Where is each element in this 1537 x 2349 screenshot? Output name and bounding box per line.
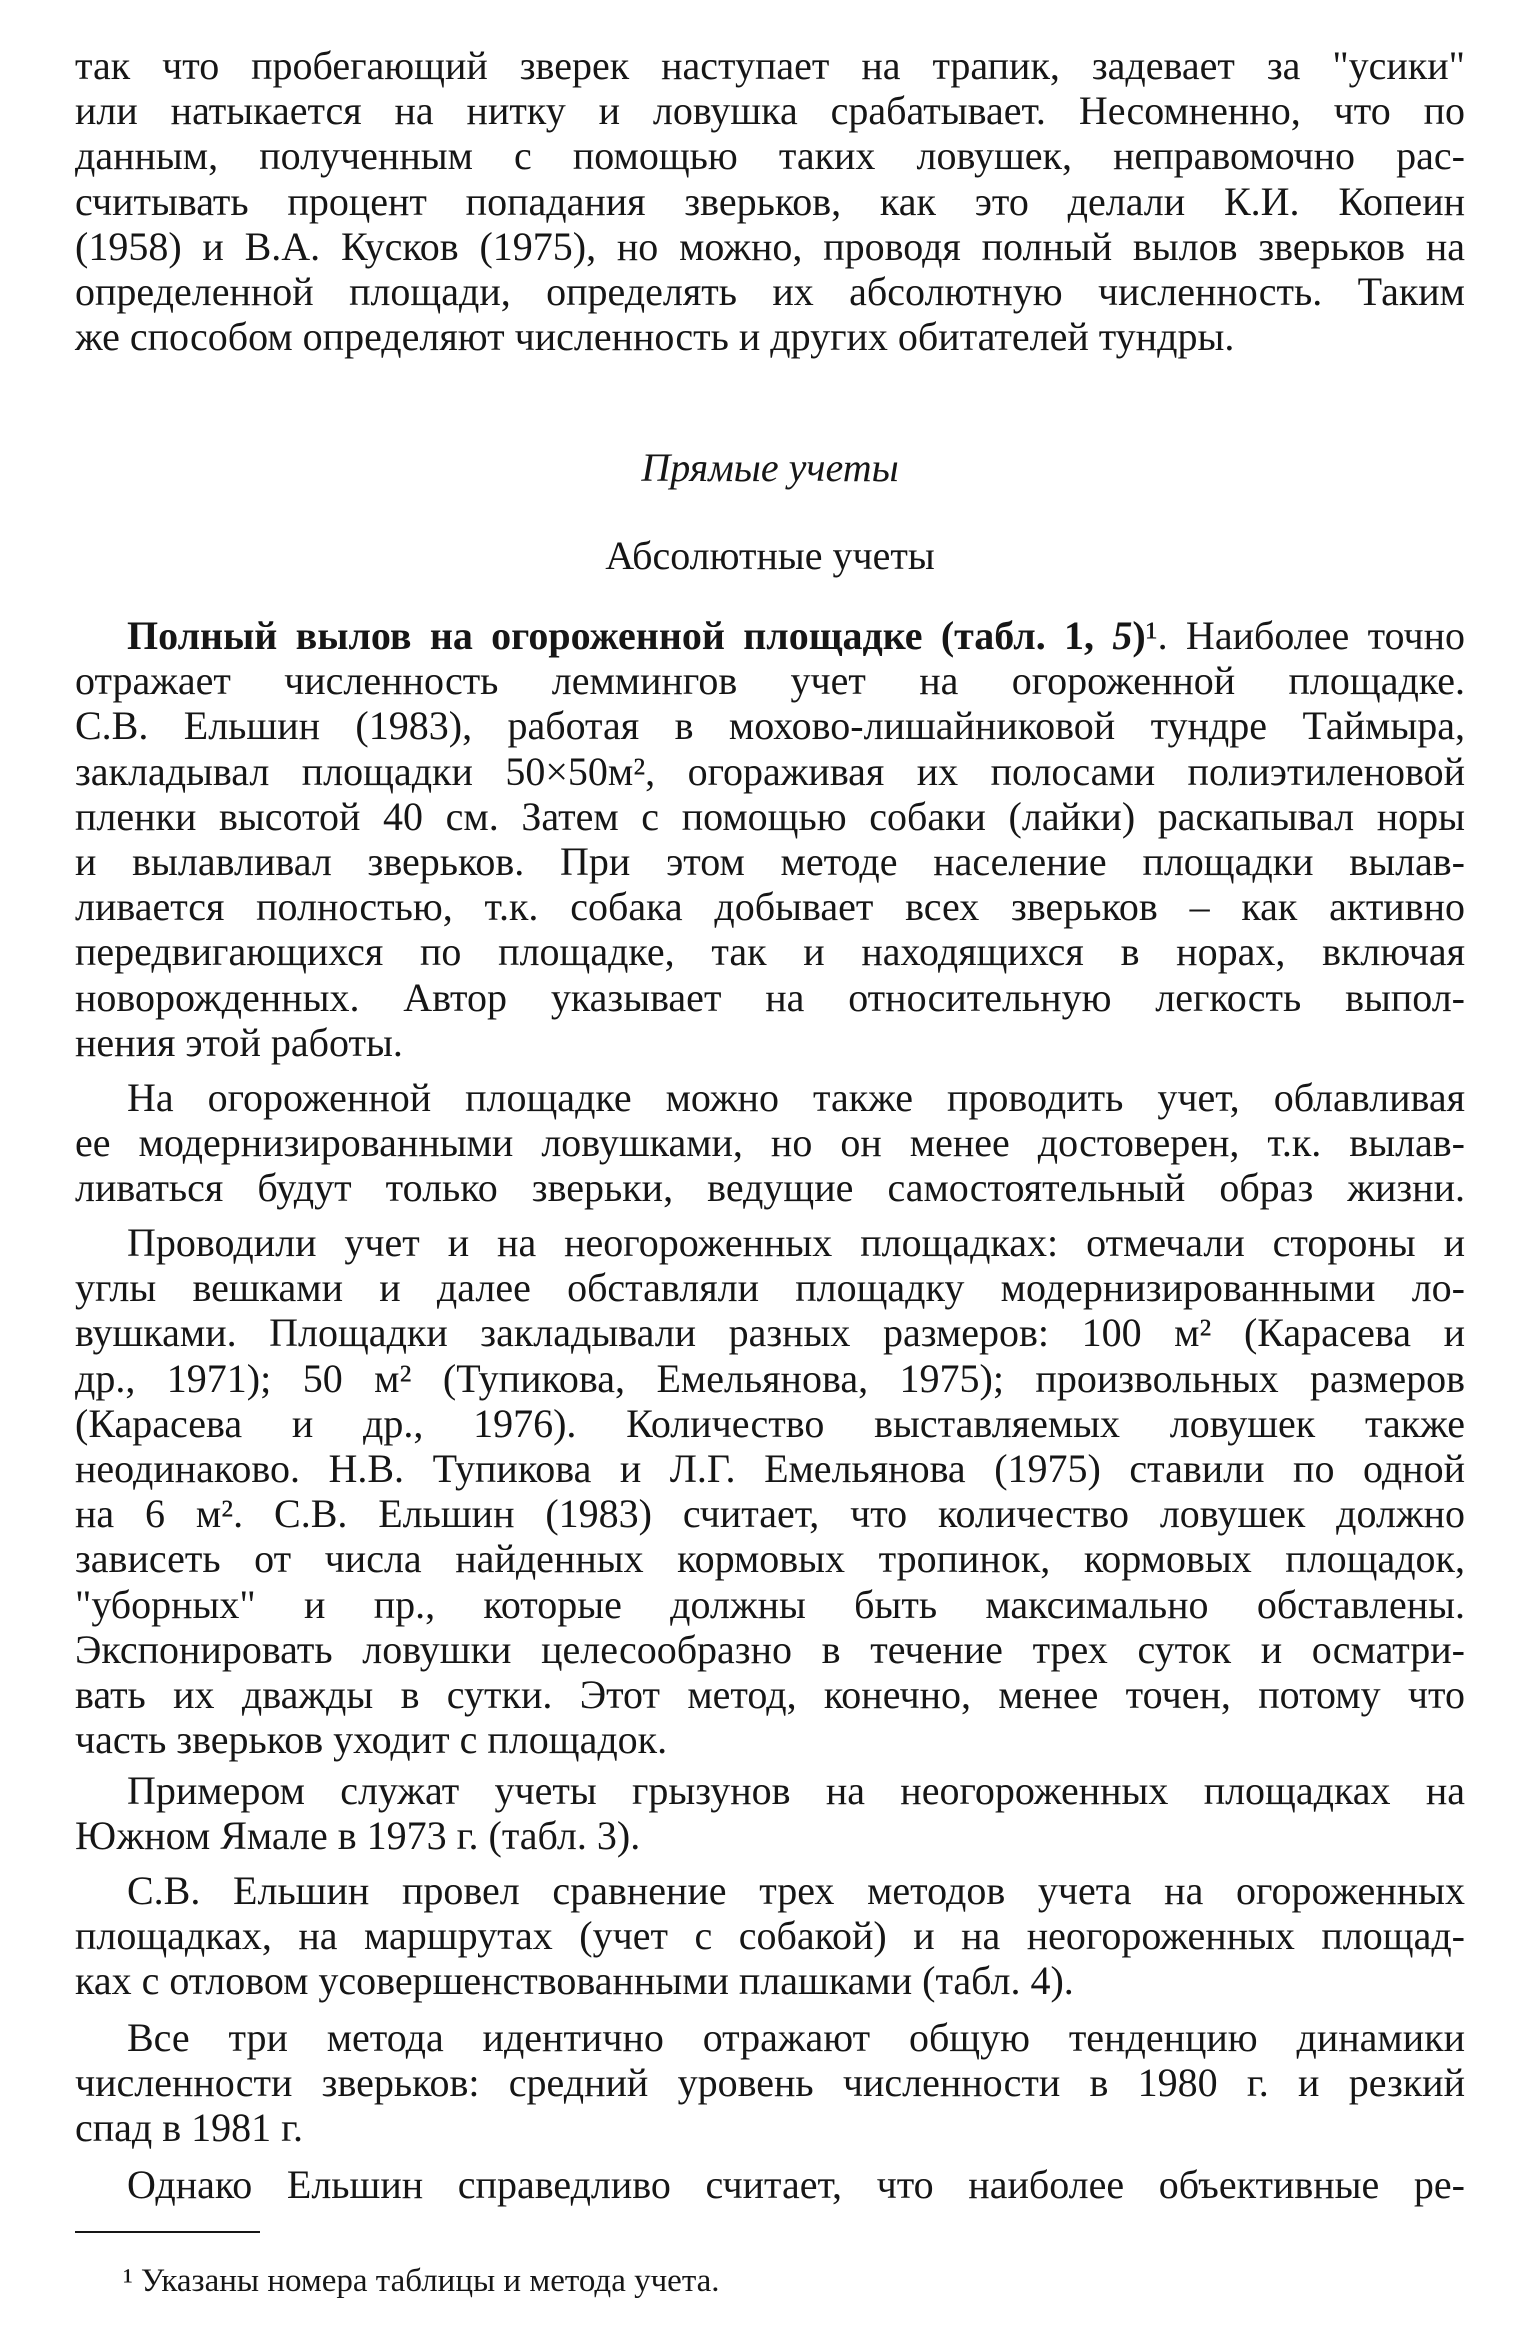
paragraph-comparison bbox=[75, 1868, 1465, 2004]
text-line: и вылавливал зверьков. При этом методе население площадки вылав- bbox=[75, 838, 1465, 884]
subsection-heading: Абсолютные учеты bbox=[605, 533, 935, 578]
text-line: численности зверьков: средний уровень численности в 1980 г. и резкий bbox=[75, 2060, 1465, 2106]
paragraph-intro bbox=[75, 43, 1465, 359]
text-line: данным, полученным с помощью таких ловушек, неправомочно рас- bbox=[75, 133, 1465, 179]
text-line: С.В. Ельшин провел сравнение трех методов учета на огороженных bbox=[127, 1868, 1465, 1913]
text-line: так что пробегающий зверек наступает на трапик, задевает за "усики" bbox=[75, 43, 1465, 88]
text-line: нения этой работы. bbox=[75, 1019, 403, 1065]
text-line: на 6 м². С.В. Ельшин (1983) считает, что количество ловушек должно bbox=[75, 1491, 1465, 1537]
text-line: (Карасева и др., 1976). Количество выставляемых ловушек также bbox=[75, 1400, 1465, 1446]
text-line: неодинаково. Н.В. Тупикова и Л.Г. Емельянова (1975) ставили по одной bbox=[75, 1445, 1465, 1491]
text-line: отражает численность леммингов учет на огороженной площадке. bbox=[75, 658, 1465, 704]
footnote-text: Указаны номера таблицы и метода учета. bbox=[140, 2263, 720, 2299]
text-line: углы вешками и далее обставляли площадку модернизированными ло- bbox=[75, 1265, 1465, 1311]
text-line: ливаться будут только зверьки, ведущие самостоятельный образ жизни. bbox=[75, 1165, 1465, 1211]
section-heading: Прямые учеты bbox=[641, 445, 899, 490]
text-line: передвигающихся по площадке, так и находящихся в норах, включая bbox=[75, 929, 1465, 975]
text-line: или натыкается на нитку и ловушка срабатывает. Несомненно, что по bbox=[75, 88, 1465, 134]
text-line: Однако Ельшин справедливо считает, что наиболее объективные ре- bbox=[127, 2162, 1465, 2207]
text-line: С.В. Ельшин (1983), работая в мохово-лишайниковой тундре Таймыра, bbox=[75, 703, 1465, 749]
text-line: На огороженной площадке можно также проводить учет, облавливая bbox=[127, 1075, 1465, 1120]
paragraph-conclusion bbox=[75, 2162, 1465, 2207]
text-line-lead bbox=[75, 613, 1465, 658]
method-title: Полный вылов на огороженной площадке (табл. 1, bbox=[127, 613, 1113, 658]
text-line: считывать процент попадания зверьков, как это делали К.И. Копеин bbox=[75, 178, 1465, 224]
paragraph-fenced-traps bbox=[75, 1075, 1465, 1211]
text-line: Экспонировать ловушки целесообразно в течение трех суток и осматри- bbox=[75, 1626, 1465, 1672]
text-line: спад в 1981 г. bbox=[75, 2105, 304, 2151]
text-line: ее модернизированными ловушками, но он менее достоверен, т.к. вылав- bbox=[75, 1120, 1465, 1166]
text-line: др., 1971); 50 м² (Тупикова, Емельянова, 1975); произвольных размеров bbox=[75, 1355, 1465, 1401]
paragraph-trend bbox=[75, 2015, 1465, 2151]
paragraph-fenced-plot-method bbox=[75, 613, 1465, 1065]
method-number: 5 bbox=[1112, 613, 1133, 658]
text-line: Южном Ямале в 1973 г. (табл. 3). bbox=[75, 1813, 641, 1859]
paragraph-unfenced-plots bbox=[75, 1220, 1465, 1762]
text-line: ливается полностью, т.к. собака добывает всех зверьков – как активно bbox=[75, 884, 1465, 930]
text-line: пленки высотой 40 см. Затем с помощью собаки (лайки) раскапывал норы bbox=[75, 793, 1465, 839]
method-title-close: ) bbox=[1132, 613, 1146, 658]
text-line: площадках, на маршрутах (учет с собакой) и на неогороженных площад- bbox=[75, 1913, 1465, 1959]
text-line: Примером служат учеты грызунов на неогороженных площадках на bbox=[127, 1768, 1465, 1813]
paragraph-example bbox=[75, 1768, 1465, 1858]
text-line: вать их дважды в сутки. Этот метод, конечно, менее точен, потому что bbox=[75, 1671, 1465, 1717]
footnote bbox=[123, 2261, 720, 2301]
text-line: вушками. Площадки закладывали разных размеров: 100 м² (Карасева и bbox=[75, 1310, 1465, 1356]
text-line: Все три метода идентично отражают общую тенденцию динамики bbox=[127, 2015, 1465, 2060]
text-line: закладывал площадки 50×50м², огораживая их полосами полиэтиленовой bbox=[75, 748, 1465, 794]
footnote-reference: ¹ bbox=[1145, 613, 1158, 658]
text-line: новорожденных. Автор указывает на относительную легкость выпол- bbox=[75, 974, 1465, 1020]
text-line: определенной площади, определять их абсолютную численность. Таким bbox=[75, 268, 1465, 314]
text-line: зависеть от числа найденных кормовых тропинок, кормовых площадок, bbox=[75, 1536, 1465, 1582]
text-line: часть зверьков уходит с площадок. bbox=[75, 1717, 668, 1763]
text-line: (1958) и В.А. Кусков (1975), но можно, проводя полный вылов зверьков на bbox=[75, 223, 1465, 269]
text-line: "уборных" и пр., которые должны быть максимально обставлены. bbox=[75, 1581, 1465, 1627]
footnote-divider bbox=[75, 2231, 260, 2233]
text-line: же способом определяют численность и других обитателей тундры. bbox=[75, 314, 1235, 360]
lead-continuation: . Наиболее точно bbox=[1157, 613, 1466, 658]
text-line: Проводили учет и на неогороженных площадках: отмечали стороны и bbox=[127, 1220, 1465, 1265]
footnote-marker: ¹ bbox=[123, 2263, 133, 2299]
text-line: ках с отловом усовершенствованными плашками (табл. 4). bbox=[75, 1958, 1074, 2004]
